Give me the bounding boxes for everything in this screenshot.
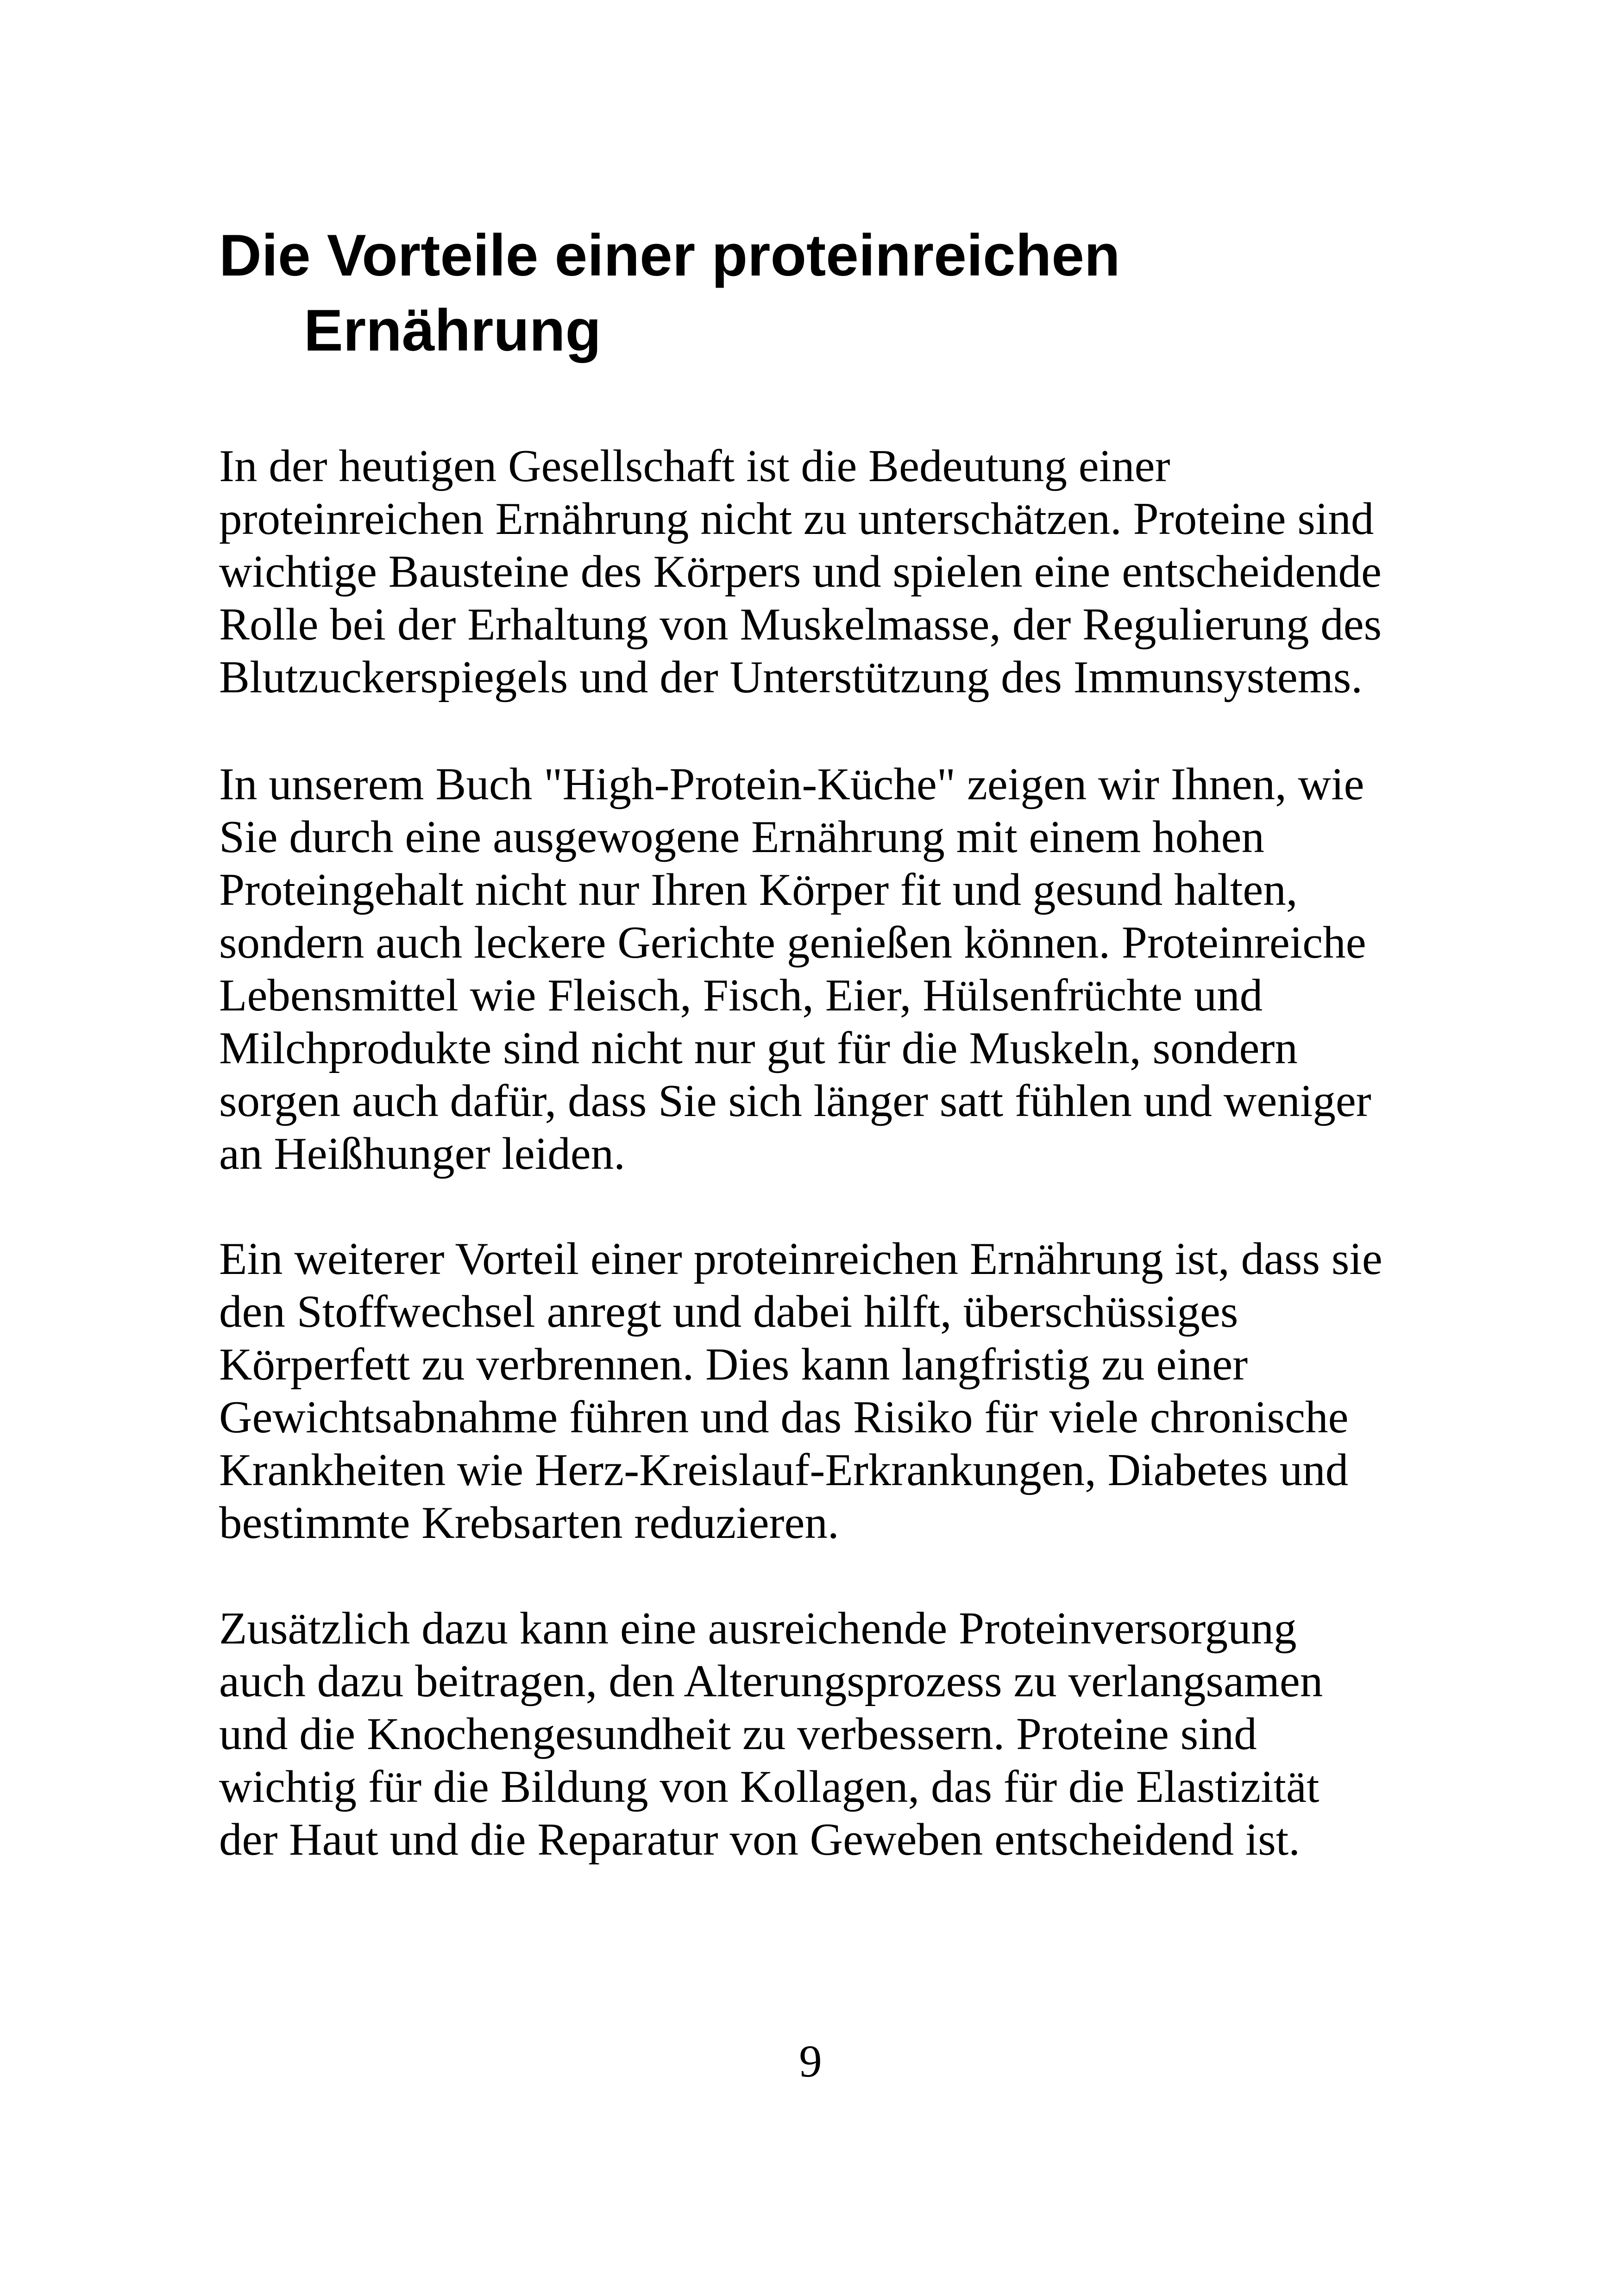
text-line: sondern auch leckere Gerichte genießen können. Proteinreiche (219, 917, 1366, 968)
text-line: wichtige Bausteine des Körpers und spielen eine entscheidende (219, 546, 1382, 597)
text-line: auch dazu beitragen, den Alterungsprozess zu verlangsamen (219, 1656, 1323, 1706)
page-number: 9 (799, 2036, 822, 2087)
heading-line: Die Vorteile einer proteinreichen (219, 222, 1120, 288)
text-line: Blutzuckerspiegels und der Unterstützung des Immunsystems. (219, 652, 1363, 703)
paragraph-4 (219, 1602, 1433, 1866)
text-line: sorgen auch dafür, dass Sie sich länger satt fühlen und weniger (219, 1076, 1371, 1126)
text-line: Zusätzlich dazu kann eine ausreichende Proteinversorgung (219, 1603, 1297, 1654)
text-line: proteinreichen Ernährung nicht zu unterschätzen. Proteine sind (219, 494, 1374, 544)
paragraph-3 (219, 1233, 1433, 1549)
text-line: Krankheiten wie Herz-Kreislauf-Erkrankungen, Diabetes und (219, 1445, 1349, 1495)
text-line: Milchprodukte sind nicht nur gut für die Muskeln, sondern (219, 1023, 1298, 1073)
heading-line: Ernährung (304, 297, 602, 363)
paragraph-1 (219, 440, 1433, 704)
text-line: Lebensmittel wie Fleisch, Fisch, Eier, Hülsenfrüchte und (219, 970, 1263, 1021)
text-line: Sie durch eine ausgewogene Ernährung mit einem hohen (219, 812, 1265, 862)
text-line: bestimmte Krebsarten reduzieren. (219, 1498, 839, 1548)
text-line: der Haut und die Reparatur von Geweben entscheidend ist. (219, 1814, 1300, 1865)
text-line: und die Knochengesundheit zu verbessern. Proteine sind (219, 1709, 1257, 1759)
text-line: den Stoffwechsel anregt und dabei hilft, überschüssiges (219, 1286, 1238, 1337)
text-line: an Heißhunger leiden. (219, 1129, 625, 1179)
text-line: Ein weiterer Vorteil einer proteinreichen Ernährung ist, dass sie (219, 1234, 1382, 1284)
chapter-heading (219, 218, 1446, 368)
paragraph-2 (219, 758, 1433, 1180)
text-line: Gewichtsabnahme führen und das Risiko für viele chronische (219, 1392, 1349, 1443)
text-line: In der heutigen Gesellschaft ist die Bedeutung einer (219, 441, 1170, 491)
text-line: In unserem Buch "High-Protein-Küche" zeigen wir Ihnen, wie (219, 759, 1364, 809)
text-line: Proteingehalt nicht nur Ihren Körper fit und gesund halten, (219, 865, 1298, 915)
text-line: Rolle bei der Erhaltung von Muskelmasse, der Regulierung des (219, 599, 1382, 650)
text-line: Körperfett zu verbrennen. Dies kann langfristig zu einer (219, 1339, 1248, 1390)
text-line: wichtig für die Bildung von Kollagen, das für die Elastizität (219, 1762, 1319, 1812)
